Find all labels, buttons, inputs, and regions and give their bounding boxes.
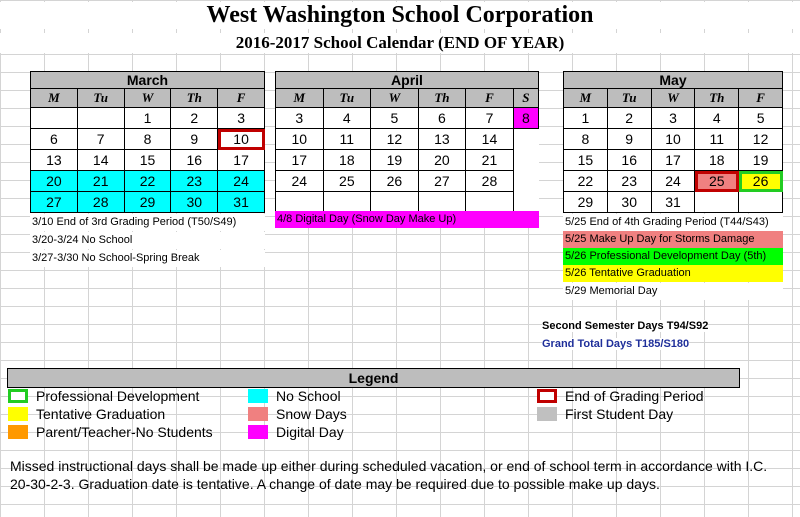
legend-label: Digital Day bbox=[276, 424, 344, 440]
day-cell: 16 bbox=[607, 150, 651, 171]
page-title: West Washington School Corporation bbox=[0, 2, 800, 29]
day-cell bbox=[513, 129, 538, 150]
note-march-3: 3/27-3/30 No School-Spring Break bbox=[30, 250, 265, 267]
week-row bbox=[276, 150, 539, 171]
note-march-1: 3/10 End of 3rd Grading Period (T50/S49) bbox=[30, 214, 265, 231]
day-of-week-header: Tu bbox=[607, 89, 651, 108]
day-cell: 3 bbox=[276, 108, 324, 129]
day-cell: 10 bbox=[218, 129, 265, 150]
legend-item-professional-development bbox=[8, 387, 199, 405]
day-cell bbox=[371, 192, 419, 213]
magenta-swatch-icon bbox=[248, 425, 268, 439]
day-cell: 6 bbox=[31, 129, 78, 150]
note-may-2: 5/25 Make Up Day for Storms Damage bbox=[563, 231, 783, 248]
day-of-week-header: W bbox=[651, 89, 695, 108]
day-cell: 23 bbox=[171, 171, 218, 192]
day-cell: 27 bbox=[418, 171, 466, 192]
month-header-march: March bbox=[31, 72, 265, 89]
day-cell: 12 bbox=[739, 129, 783, 150]
day-of-week-header: W bbox=[371, 89, 419, 108]
week-row bbox=[276, 129, 539, 150]
day-cell: 14 bbox=[77, 150, 124, 171]
day-cell: 19 bbox=[739, 150, 783, 171]
day-cell: 18 bbox=[695, 150, 739, 171]
legend-label: Parent/Teacher-No Students bbox=[36, 424, 213, 440]
week-row bbox=[564, 129, 783, 150]
day-cell: 29 bbox=[124, 192, 171, 213]
day-cell: 21 bbox=[77, 171, 124, 192]
day-cell: 20 bbox=[418, 150, 466, 171]
legend-item-tentative-graduation bbox=[8, 405, 165, 423]
week-row bbox=[31, 129, 265, 150]
day-cell: 11 bbox=[323, 129, 371, 150]
day-cell bbox=[31, 108, 78, 129]
week-row bbox=[564, 108, 783, 129]
orange-swatch-icon bbox=[8, 425, 28, 439]
day-of-week-header: F bbox=[218, 89, 265, 108]
day-cell: 12 bbox=[371, 129, 419, 150]
note-may-1: 5/25 End of 4th Grading Period (T44/S43) bbox=[563, 214, 783, 231]
note-april-1: 4/8 Digital Day (Snow Day Make Up) bbox=[275, 211, 539, 228]
calendar-april bbox=[275, 71, 539, 213]
day-cell: 17 bbox=[276, 150, 324, 171]
week-row bbox=[31, 108, 265, 129]
day-cell: 15 bbox=[564, 150, 608, 171]
legend-item-first-student-day bbox=[537, 405, 673, 423]
day-cell: 30 bbox=[607, 192, 651, 213]
day-cell: 26 bbox=[371, 171, 419, 192]
legend-header: Legend bbox=[7, 368, 740, 388]
calendar-march bbox=[30, 71, 265, 213]
grand-total-days: Grand Total Days T185/S180 bbox=[542, 338, 690, 350]
day-cell: 3 bbox=[218, 108, 265, 129]
day-cell: 19 bbox=[371, 150, 419, 171]
day-cell: 26 bbox=[739, 171, 783, 192]
day-cell: 13 bbox=[418, 129, 466, 150]
note-may-5: 5/29 Memorial Day bbox=[563, 283, 783, 300]
day-cell: 28 bbox=[466, 171, 514, 192]
week-row bbox=[31, 150, 265, 171]
day-cell bbox=[513, 192, 538, 213]
day-cell bbox=[695, 192, 739, 213]
note-march-2: 3/20-3/24 No School bbox=[30, 232, 265, 249]
day-cell: 5 bbox=[739, 108, 783, 129]
day-cell: 29 bbox=[564, 192, 608, 213]
week-row bbox=[276, 192, 539, 213]
gray-swatch-icon bbox=[537, 407, 557, 421]
legend-item-no-school bbox=[248, 387, 341, 405]
day-of-week-header: F bbox=[466, 89, 514, 108]
day-cell: 27 bbox=[31, 192, 78, 213]
day-of-week-header: Tu bbox=[323, 89, 371, 108]
day-cell: 7 bbox=[77, 129, 124, 150]
day-cell bbox=[323, 192, 371, 213]
week-row bbox=[31, 171, 265, 192]
day-of-week-header: M bbox=[564, 89, 608, 108]
day-cell bbox=[513, 171, 538, 192]
day-cell: 4 bbox=[695, 108, 739, 129]
day-cell: 15 bbox=[124, 150, 171, 171]
day-cell: 17 bbox=[651, 150, 695, 171]
legend-label: First Student Day bbox=[565, 406, 674, 422]
day-cell: 9 bbox=[171, 129, 218, 150]
day-cell: 8 bbox=[564, 129, 608, 150]
day-cell: 6 bbox=[418, 108, 466, 129]
day-cell: 8 bbox=[513, 108, 538, 129]
day-cell: 16 bbox=[171, 150, 218, 171]
day-of-week-header: Tu bbox=[77, 89, 124, 108]
day-cell: 9 bbox=[607, 129, 651, 150]
legend-label: Tentative Graduation bbox=[36, 406, 166, 422]
month-header-april: April bbox=[276, 72, 539, 89]
note-may-3: 5/26 Professional Development Day (5th) bbox=[563, 248, 783, 265]
legend-item-snow-days bbox=[248, 405, 347, 423]
day-of-week-header: Th bbox=[171, 89, 218, 108]
day-cell: 14 bbox=[466, 129, 514, 150]
day-cell bbox=[739, 192, 783, 213]
day-cell: 7 bbox=[466, 108, 514, 129]
legend-label: Snow Days bbox=[276, 406, 347, 422]
day-cell: 3 bbox=[651, 108, 695, 129]
week-row bbox=[276, 171, 539, 192]
week-row bbox=[564, 150, 783, 171]
day-of-week-header: Th bbox=[418, 89, 466, 108]
day-of-week-header: M bbox=[31, 89, 78, 108]
week-row bbox=[564, 171, 783, 192]
day-cell: 2 bbox=[607, 108, 651, 129]
day-cell: 10 bbox=[651, 129, 695, 150]
legend-item-end-of-grading-period bbox=[537, 387, 704, 405]
day-cell: 8 bbox=[124, 129, 171, 150]
day-cell: 22 bbox=[564, 171, 608, 192]
pink-swatch-icon bbox=[248, 407, 268, 421]
cyan-swatch-icon bbox=[248, 389, 268, 403]
day-of-week-header: F bbox=[739, 89, 783, 108]
calendar-may bbox=[563, 71, 783, 213]
day-cell: 11 bbox=[695, 129, 739, 150]
day-cell: 30 bbox=[171, 192, 218, 213]
day-of-week-header: M bbox=[276, 89, 324, 108]
day-cell: 2 bbox=[171, 108, 218, 129]
legend-label: Professional Development bbox=[36, 388, 200, 404]
second-semester-days: Second Semester Days T94/S92 bbox=[542, 320, 709, 332]
day-cell: 22 bbox=[124, 171, 171, 192]
day-cell: 25 bbox=[695, 171, 739, 192]
note-may-4: 5/26 Tentative Graduation bbox=[563, 265, 783, 282]
yellow-swatch-icon bbox=[8, 407, 28, 421]
day-cell: 21 bbox=[466, 150, 514, 171]
red-outline-swatch-icon bbox=[537, 389, 557, 403]
day-cell: 24 bbox=[276, 171, 324, 192]
month-header-may: May bbox=[564, 72, 783, 89]
green-outline-swatch-icon bbox=[8, 389, 28, 403]
day-cell: 13 bbox=[31, 150, 78, 171]
day-cell bbox=[418, 192, 466, 213]
day-cell: 10 bbox=[276, 129, 324, 150]
day-cell bbox=[77, 108, 124, 129]
day-cell: 1 bbox=[564, 108, 608, 129]
day-cell: 17 bbox=[218, 150, 265, 171]
day-cell: 23 bbox=[607, 171, 651, 192]
day-cell: 24 bbox=[651, 171, 695, 192]
day-cell: 31 bbox=[651, 192, 695, 213]
day-cell: 25 bbox=[323, 171, 371, 192]
footer-note: Missed instructional days shall be made up either during scheduled vacation, or end of school term in accordance with I.C. 20-30-2-3. Graduation date is tentative. A change of date may be required due to possible make up days. bbox=[10, 458, 768, 492]
legend-label: No School bbox=[276, 388, 341, 404]
day-cell: 31 bbox=[218, 192, 265, 213]
day-cell: 28 bbox=[77, 192, 124, 213]
day-cell: 1 bbox=[124, 108, 171, 129]
legend-item-parent-teacher bbox=[8, 423, 213, 441]
day-cell: 5 bbox=[371, 108, 419, 129]
legend-label: End of Grading Period bbox=[565, 388, 704, 404]
day-cell: 4 bbox=[323, 108, 371, 129]
day-cell bbox=[466, 192, 514, 213]
page-subtitle: 2016-2017 School Calendar (END OF YEAR) bbox=[0, 33, 800, 53]
day-of-week-header: W bbox=[124, 89, 171, 108]
legend-item-digital-day bbox=[248, 423, 344, 441]
day-cell bbox=[276, 192, 324, 213]
day-cell: 18 bbox=[323, 150, 371, 171]
day-cell bbox=[513, 150, 538, 171]
week-row bbox=[276, 108, 539, 129]
day-cell: 24 bbox=[218, 171, 265, 192]
day-of-week-header: S bbox=[513, 89, 538, 108]
week-row bbox=[31, 192, 265, 213]
day-cell: 20 bbox=[31, 171, 78, 192]
day-of-week-header: Th bbox=[695, 89, 739, 108]
week-row bbox=[564, 192, 783, 213]
